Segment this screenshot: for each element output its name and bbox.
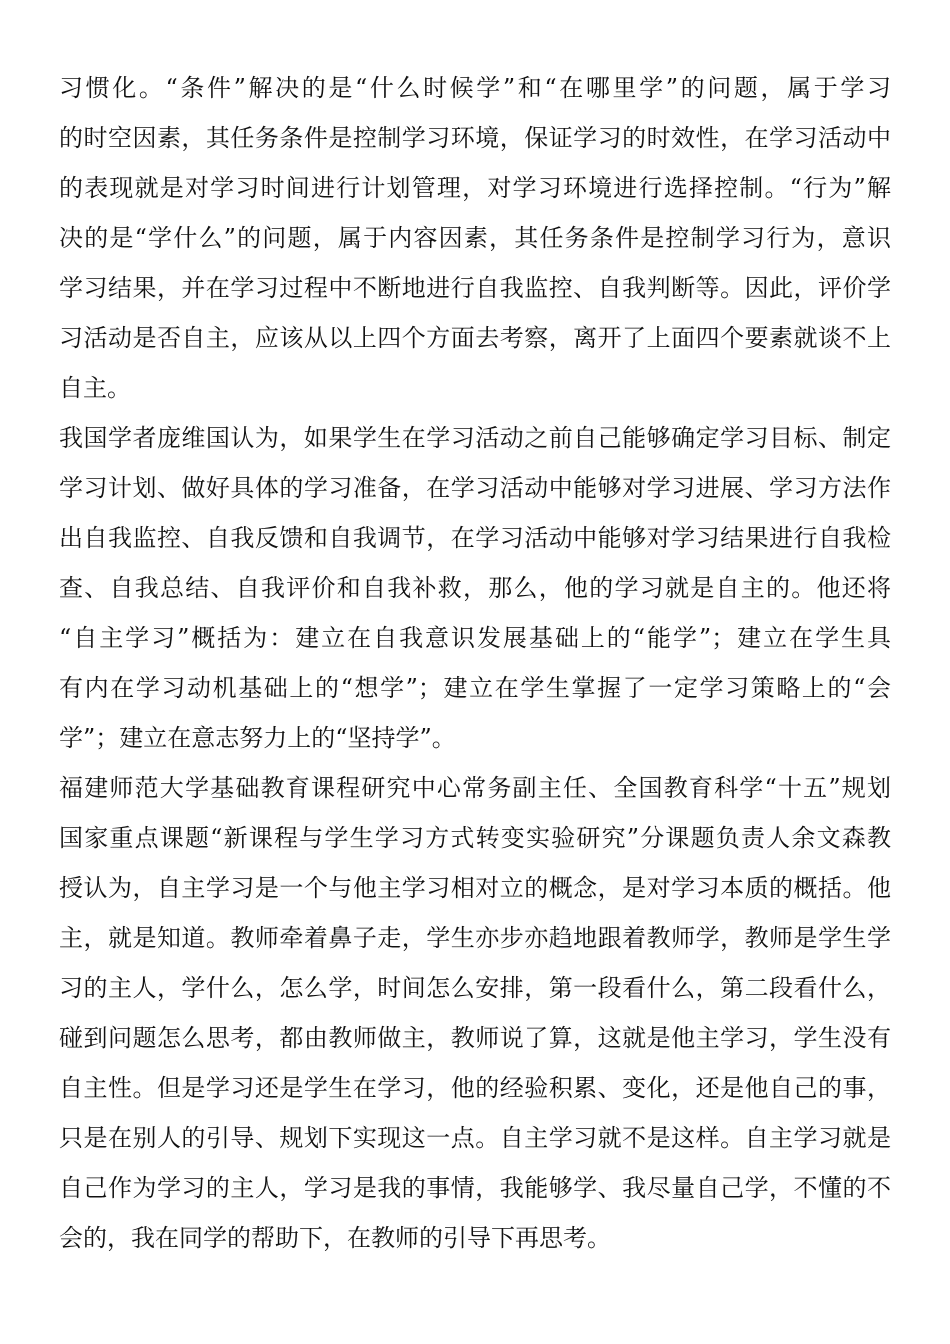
- text-line: 决的是“学什么”的问题，属于内容因素，其任务条件是控制学习行为，意识: [59, 224, 891, 252]
- text-line: 有内在学习动机基础上的“想学”；建立在学生掌握了一定学习策略上的“会: [59, 674, 891, 702]
- text-line: 自主性。但是学习还是学生在学习，他的经验积累、变化，还是他自己的事，: [59, 1074, 891, 1102]
- text-line: 习的主人，学什么，怎么学，时间怎么安排，第一段看什么，第二段看什么，: [59, 974, 891, 1002]
- text-line: 我国学者庞维国认为，如果学生在学习活动之前自己能够确定学习目标、制定: [59, 424, 891, 452]
- text-line: “自主学习”概括为：建立在自我意识发展基础上的“能学”；建立在学生具: [59, 624, 891, 652]
- text-line: 自己作为学习的主人，学习是我的事情，我能够学、我尽量自己学，不懂的不: [59, 1174, 891, 1202]
- text-line: 授认为，自主学习是一个与他主学习相对立的概念，是对学习本质的概括。他: [59, 874, 891, 902]
- text-line: 自主。: [59, 374, 131, 402]
- text-line: 主，就是知道。教师牵着鼻子走，学生亦步亦趋地跟着教师学，教师是学生学: [59, 924, 891, 952]
- text-line: 会的，我在同学的帮助下，在教师的引导下再思考。: [59, 1224, 611, 1252]
- text-line: 查、自我总结、自我评价和自我补救，那么，他的学习就是自主的。他还将: [59, 574, 891, 602]
- text-line: 习活动是否自主，应该从以上四个方面去考察，离开了上面四个要素就谈不上: [59, 324, 891, 352]
- text-line: 福建师范大学基础教育课程研究中心常务副主任、全国教育科学“十五”规划: [59, 774, 891, 802]
- text-line: 学习结果，并在学习过程中不断地进行自我监控、自我判断等。因此，评价学: [59, 274, 891, 302]
- text-line: 国家重点课题“新课程与学生学习方式转变实验研究”分课题负责人余文森教: [59, 824, 891, 852]
- text-line: 习惯化。“条件”解决的是“什么时候学”和“在哪里学”的问题，属于学习: [59, 74, 891, 102]
- text-line: 的时空因素，其任务条件是控制学习环境，保证学习的时效性，在学习活动中: [59, 124, 891, 152]
- text-line: 学习计划、做好具体的学习准备，在学习活动中能够对学习进展、学习方法作: [59, 474, 891, 502]
- text-line: 碰到问题怎么思考，都由教师做主，教师说了算，这就是他主学习，学生没有: [59, 1024, 891, 1052]
- text-line: 学”；建立在意志努力上的“坚持学”。: [59, 724, 456, 752]
- text-line: 出自我监控、自我反馈和自我调节，在学习活动中能够对学习结果进行自我检: [59, 524, 891, 552]
- text-line: 只是在别人的引导、规划下实现这一点。自主学习就不是这样。自主学习就是: [59, 1124, 891, 1152]
- text-line: 的表现就是对学习时间进行计划管理，对学习环境进行选择控制。“行为”解: [59, 174, 891, 202]
